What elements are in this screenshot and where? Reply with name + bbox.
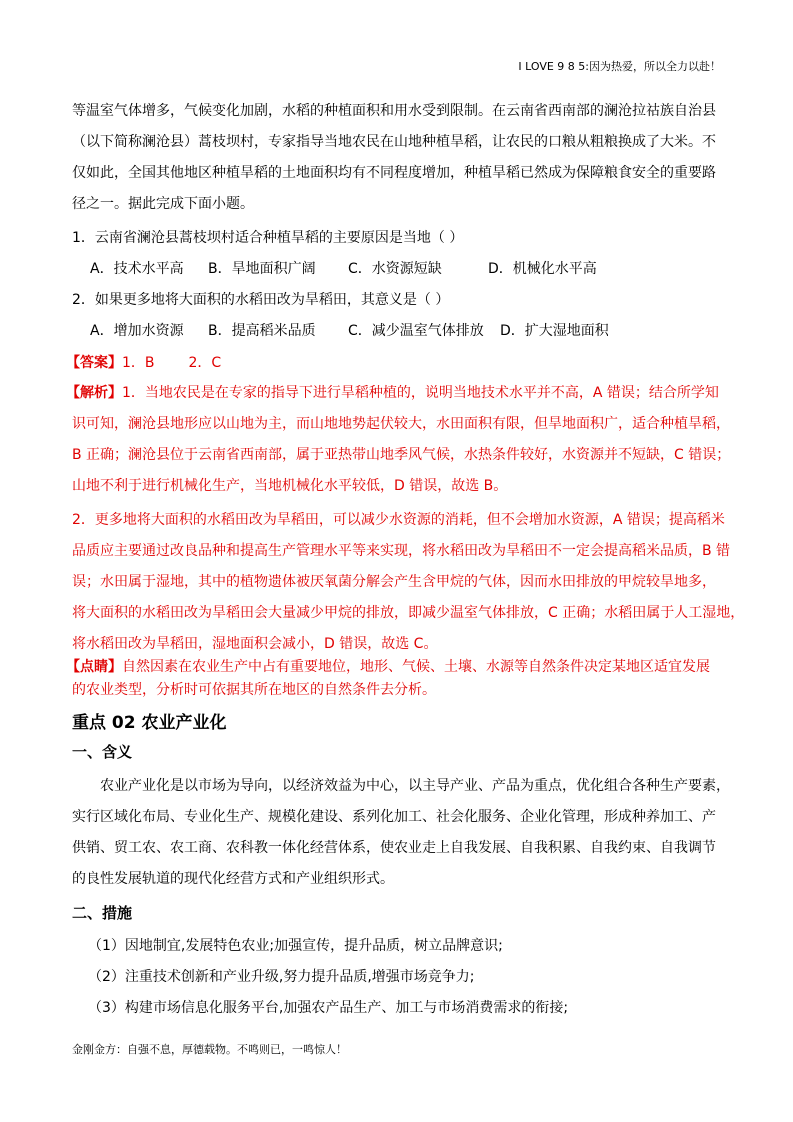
intro-line: 等温室气体增多，气候变化加剧，水稻的种植面积和用水受到限制。在云南省西南部的澜沧拉祜族自治县 bbox=[72, 103, 716, 119]
tip-line bbox=[66, 656, 718, 676]
answer-label: 【答案】 bbox=[66, 355, 122, 371]
answer-1: 1．B bbox=[122, 355, 155, 371]
page-footer: 金刚金方：自强不息，厚德载物。不鸣则已，一鸣惊人！ bbox=[72, 1043, 347, 1056]
analysis-line: 将大面积的水稻田改为旱稻田会大量减少甲烷的排放，即减少温室气体排放，C 正确；水稻田属于人工湿地， bbox=[72, 605, 745, 621]
answer-2: 2．C bbox=[188, 355, 222, 371]
analysis-line: 识可知，澜沧县地形应以山地为主，而山地地势起伏较大，水田面积有限，但旱地面积广，适合种植旱稻， bbox=[72, 416, 730, 432]
page-header: I LOVE 9 8 5:因为热爱，所以全力以赴！ bbox=[518, 60, 721, 73]
measure-item: （1）因地制宜,发展特色农业;加强宣传，提升品质，树立品牌意识; bbox=[88, 938, 503, 954]
question-1-stem: 1．云南省澜沧县蒿枝坝村适合种植旱稻的主要原因是当地（ ） bbox=[72, 230, 464, 246]
analysis-line: 误；水田属于湿地，其中的植物遗体被厌氧菌分解会产生含甲烷的气体，因而水田排放的甲烷较旱地多， bbox=[72, 574, 716, 590]
intro-line: 径之一。据此完成下面小题。 bbox=[72, 196, 254, 212]
tip-text: 自然因素在农业生产中占有重要地位，地形、气候、土壤、水源等自然条件决定某地区适宜发展 bbox=[122, 659, 710, 675]
measure-item: （3）构建市场信息化服务平台,加强农产品生产、加工与市场消费需求的衔接; bbox=[88, 1000, 569, 1016]
meaning-title: 一、含义 bbox=[72, 743, 133, 761]
analysis-line: 将水稻田改为旱稻田，湿地面积会减小，D 错误，故选 C。 bbox=[72, 636, 438, 652]
q2-option-c: C．减少温室气体排放 bbox=[348, 323, 484, 339]
analysis-line bbox=[66, 382, 718, 402]
q1-option-d: D．机械化水平高 bbox=[488, 261, 597, 277]
q1-option-b: B．旱地面积广阔 bbox=[208, 261, 316, 277]
intro-line: 仅如此，全国其他地区种植旱稻的土地面积均有不同程度增加，种植旱稻已然成为保障粮食安全的重要路 bbox=[72, 165, 716, 181]
measure-item: （2）注重技术创新和产业升级,努力提升品质,增强市场竞争力; bbox=[88, 969, 475, 985]
analysis-line: 品质应主要通过改良品种和提高生产管理水平等来实现，将水稻田改为旱稻田不一定会提高稻米品质，B 错 bbox=[72, 543, 731, 559]
q2-option-a: A．增加水资源 bbox=[90, 323, 184, 339]
analysis-label: 【解析】 bbox=[66, 385, 122, 401]
meaning-line: 供销、贸工农、农工商、农科教一体化经营体系，使农业走上自我发展、自我积累、自我约束、自我调节 bbox=[72, 840, 716, 856]
analysis-line: B 正确；澜沧县位于云南省西南部，属于亚热带山地季风气候，水热条件较好，水资源并不短缺，C 错误； bbox=[72, 447, 731, 463]
answer-line bbox=[66, 352, 718, 372]
question-1-options bbox=[90, 258, 742, 278]
q1-option-c: C．水资源短缺 bbox=[348, 261, 442, 277]
meaning-line: 实行区域化布局、专业化生产、规模化建设、系列化加工、社会化服务、企业化管理，形成种养加工、产 bbox=[72, 809, 716, 825]
tip-line: 的农业类型，分析时可依据其所在地区的自然条件去分析。 bbox=[72, 682, 436, 698]
meaning-line: 的良性发展轨道的现代化经营方式和产业组织形式。 bbox=[72, 871, 394, 887]
intro-line: （以下简称澜沧县）蒿枝坝村，专家指导当地农民在山地种植旱稻，让农民的口粮从粗粮换成了大米。不 bbox=[72, 134, 716, 150]
measures-title: 二、措施 bbox=[72, 904, 133, 922]
section-title: 重点 02 农业产业化 bbox=[72, 713, 227, 733]
question-2-options bbox=[90, 320, 742, 340]
q2-option-d: D．扩大湿地面积 bbox=[500, 323, 609, 339]
q1-option-a: A．技术水平高 bbox=[90, 261, 184, 277]
meaning-line: 农业产业化是以市场为导向，以经济效益为中心，以主导产业、产品为重点，优化组合各种生产要素， bbox=[100, 778, 730, 794]
tip-label: 【点睛】 bbox=[66, 659, 122, 675]
question-2-stem: 2．如果更多地将大面积的水稻田改为旱稻田，其意义是（ ） bbox=[72, 292, 450, 308]
q2-option-b: B．提高稻米品质 bbox=[208, 323, 316, 339]
analysis-text: 1．当地农民是在专家的指导下进行旱稻种植的，说明当地技术水平并不高，A 错误；结合所学知 bbox=[122, 385, 719, 401]
analysis-line: 山地不利于进行机械化生产，当地机械化水平较低，D 错误，故选 B。 bbox=[72, 478, 508, 494]
analysis-line: 2．更多地将大面积的水稻田改为旱稻田，可以减少水资源的消耗，但不会增加水资源，A 错误；提高稻米 bbox=[72, 512, 725, 528]
